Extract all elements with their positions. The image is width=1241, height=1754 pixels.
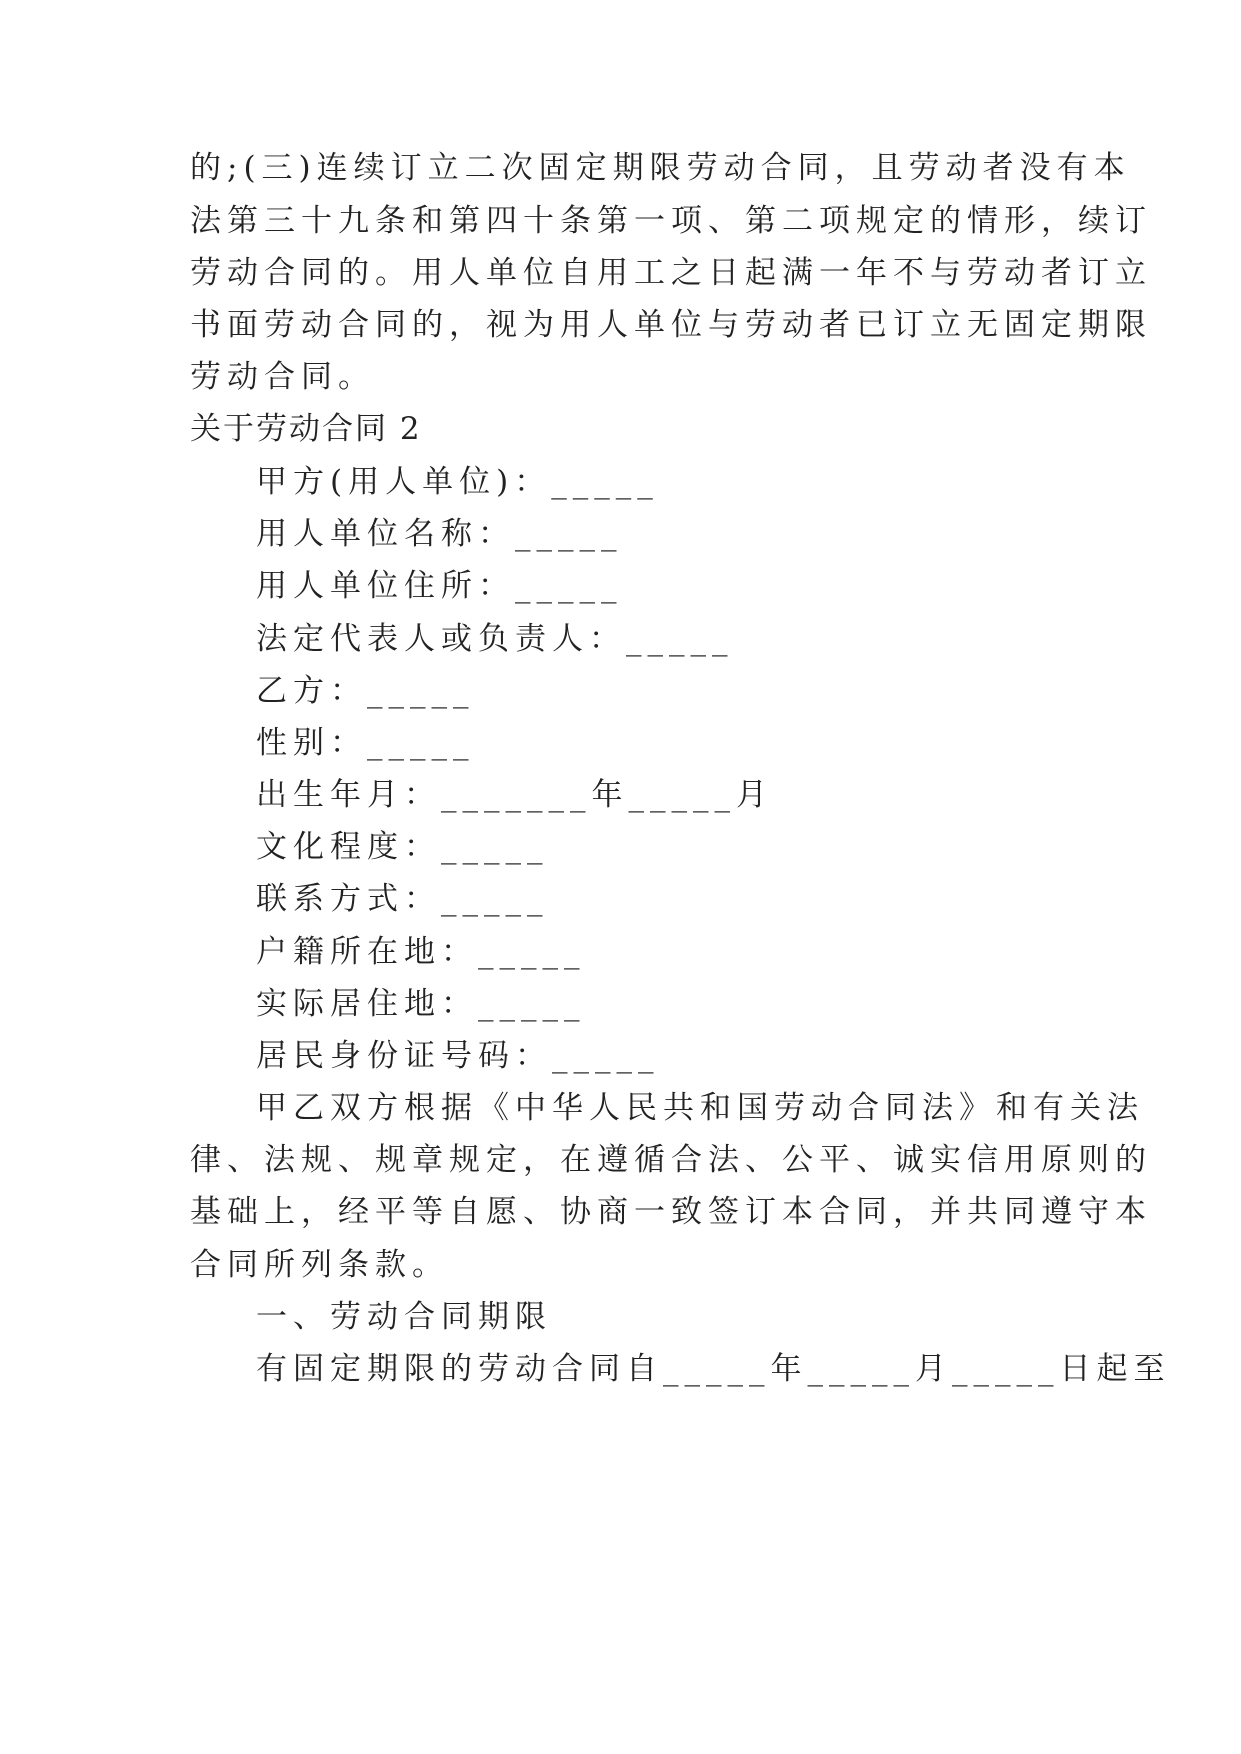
paragraph-line: 书面劳动合同的，视为用人单位与劳动者已订立无固定期限 — [190, 307, 1152, 343]
paragraph-line: 劳动合同。 — [190, 359, 375, 395]
clause-heading: 一、劳动合同期限 — [256, 1299, 552, 1335]
preamble-line: 基础上，经平等自愿、协商一致签订本合同，并共同遵守本 — [190, 1194, 1152, 1230]
field-party-a: 甲方(用人单位)：_____ — [256, 464, 659, 500]
field-residence: 实际居住地：_____ — [256, 986, 586, 1022]
field-birth-date: 出生年月：_______年_____月 — [256, 777, 773, 813]
field-employer-name: 用人单位名称：_____ — [256, 516, 623, 552]
preamble-line: 甲乙双方根据《中华人民共和国劳动合同法》和有关法 — [256, 1090, 1144, 1126]
paragraph-line: 法第三十九条和第四十条第一项、第二项规定的情形，续订 — [190, 203, 1152, 239]
field-legal-representative: 法定代表人或负责人：_____ — [256, 621, 734, 657]
field-gender: 性别：_____ — [256, 725, 475, 761]
field-party-b: 乙方：_____ — [256, 673, 475, 709]
paragraph-line: 劳动合同的。用人单位自用工之日起满一年不与劳动者订立 — [190, 255, 1152, 291]
field-id-number: 居民身份证号码：_____ — [256, 1038, 660, 1074]
field-education: 文化程度：_____ — [256, 829, 549, 865]
clause-text: 有固定期限的劳动合同自_____年_____月_____日起至 — [256, 1351, 1171, 1387]
preamble-line: 律、法规、规章规定，在遵循合法、公平、诚实信用原则的 — [190, 1142, 1152, 1178]
field-employer-address: 用人单位住所：_____ — [256, 568, 623, 604]
field-household-registration: 户籍所在地：_____ — [256, 934, 586, 970]
preamble-line: 合同所列条款。 — [190, 1247, 449, 1283]
paragraph-line: 的;(三)连续订立二次固定期限劳动合同，且劳动者没有本 — [190, 150, 1131, 186]
section-title: 关于劳动合同 2 — [190, 411, 422, 447]
field-contact: 联系方式：_____ — [256, 881, 549, 917]
